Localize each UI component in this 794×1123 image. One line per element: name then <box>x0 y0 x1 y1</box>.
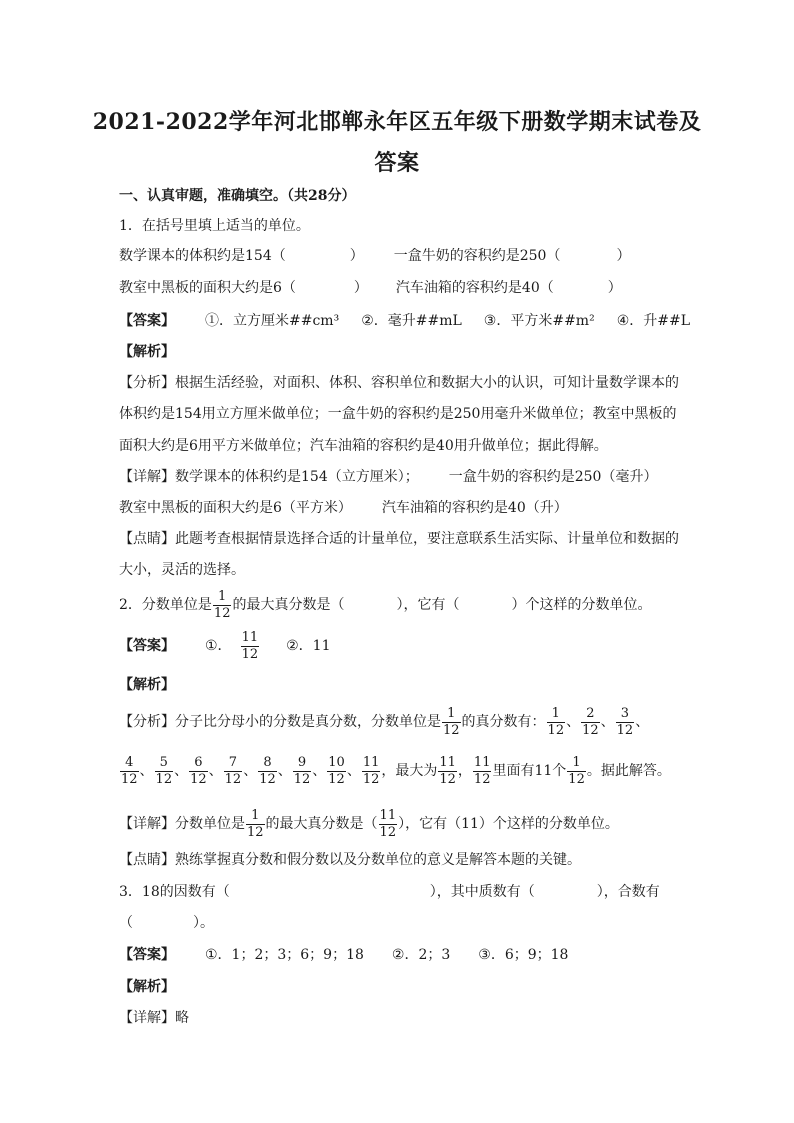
document-title-line1: 2021-2022学年河北邯郸永年区五年级下册数学期末试卷及 <box>92 109 702 135</box>
q1-detail-1: 【详解】数学课本的体积约是154（立方厘米）； <box>119 469 419 485</box>
separator: 、 <box>277 763 292 779</box>
q1-jiexi-label: 【解析】 <box>119 344 175 360</box>
separator: 、 <box>566 714 581 730</box>
q3-jiexi-label: 【解析】 <box>119 979 175 995</box>
q2-detail <box>119 805 619 843</box>
q2-stem <box>119 588 651 622</box>
q2-stem-text: 2．分数单位是 <box>119 597 212 613</box>
q2-detail-text: 【详解】分数单位是 <box>119 816 245 832</box>
separator: 、 <box>600 714 615 730</box>
q1-answer <box>119 311 690 331</box>
document-title-line2: 答案 <box>374 150 420 176</box>
q1-detail-line1 <box>119 467 657 487</box>
q1-blank3-prefix: 教室中黑板的面积大约是6（ <box>119 280 296 296</box>
q1-answer-4: ④．升##L <box>616 313 691 329</box>
q3-detail: 【详解】略 <box>119 1010 189 1026</box>
q3-stem-text: 3．18的因数有（ <box>119 884 230 900</box>
answer-label: 【答案】 <box>119 947 175 963</box>
q1-row2 <box>119 278 622 298</box>
fraction: $\frac{10}{12}$ <box>328 754 345 787</box>
q1-blank4-prefix: 汽车油箱的容积约是40（ <box>395 280 554 296</box>
q3-answer <box>119 945 568 965</box>
q1-detail-2: 一盒牛奶的容积约是250（毫升） <box>448 469 658 485</box>
q2-comment: 【点睛】熟练掌握真分数和假分数以及分数单位的意义是解答本题的关键。 <box>119 852 581 868</box>
q2-detail-text2: 的最大真分数是（ <box>265 816 378 832</box>
separator: 、 <box>174 763 189 779</box>
q1-analysis-line1: 【分析】根据生活经验，对面积、体积、容积单位和数据大小的认识，可知计量数学课本的 <box>119 375 679 391</box>
q1-blank1-close: ） <box>349 248 364 264</box>
comma: ， <box>457 763 472 779</box>
fraction: $\frac{9}{12}$ <box>293 754 311 787</box>
q2-analysis-line1 <box>119 703 649 741</box>
q2-stem-text3: ），它有（ <box>396 597 460 613</box>
q2-analysis-text2: 的真分数有： <box>461 714 546 730</box>
q2-analysis-text5: 。据此解答。 <box>586 763 671 779</box>
q2-answer-2: ②．11 <box>286 638 331 654</box>
separator: 、 <box>312 763 327 779</box>
fraction-11-12: $\frac{11}{12}$ <box>379 807 397 840</box>
q2-detail-text3: ），它有（11）个这样的分数单位。 <box>398 816 619 832</box>
q3-stem-line1 <box>119 882 660 902</box>
q2-analysis-text4: 里面有11个 <box>492 763 567 779</box>
fraction-1-12: $\frac{1}{12}$ <box>568 754 585 787</box>
separator: 、 <box>139 763 154 779</box>
q1-blank3-close: ） <box>353 280 368 296</box>
fraction: $\frac{11}{12}$ <box>362 754 380 787</box>
fraction: $\frac{5}{12}$ <box>155 754 173 787</box>
fraction-1-12: $\frac{1}{12}$ <box>247 807 264 840</box>
q3-stem-line2 <box>119 913 214 933</box>
q3-stem-text2: ），其中质数有（ <box>429 884 535 900</box>
fraction: $\frac{2}{12}$ <box>582 705 599 738</box>
q3-answer-2: ②．2；3 <box>391 947 451 963</box>
q2-answer-1: ①． <box>205 638 232 654</box>
q1-answer-3: ③．平方米##m² <box>483 313 595 329</box>
fraction: $\frac{1}{12}$ <box>547 705 565 738</box>
fraction-11-12: $\frac{11}{12}$ <box>439 754 456 787</box>
q1-analysis-line3: 面积大约是6用平方米做单位；汽车油箱的容积约是40用升做单位；据此得解。 <box>119 438 608 454</box>
q3-stem-text4: （ <box>119 915 133 931</box>
q1-detail-line2 <box>119 498 568 518</box>
fraction: $\frac{3}{12}$ <box>616 705 634 738</box>
separator: 、 <box>346 763 361 779</box>
q1-answer-1: ①．立方厘米##cm³ <box>205 313 340 329</box>
q2-answer <box>119 629 330 663</box>
q1-stem: 1．在括号里填上适当的单位。 <box>119 218 310 234</box>
fraction-11-12: $\frac{11}{12}$ <box>241 629 259 662</box>
q3-stem-text3: ），合数有 <box>596 884 660 900</box>
q2-jiexi-label: 【解析】 <box>119 677 175 693</box>
separator: 、 <box>243 763 258 779</box>
fraction-11-12: $\frac{11}{12}$ <box>473 754 491 787</box>
q1-blank2-close: ） <box>616 248 631 264</box>
q2-analysis-line2 <box>119 752 671 790</box>
separator: 、 <box>635 714 650 730</box>
q1-analysis-line2: 体积约是154用立方厘米做单位；一盒牛奶的容积约是250用毫升米做单位；教室中黑板的 <box>119 406 677 422</box>
answer-label: 【答案】 <box>119 638 175 654</box>
answer-label: 【答案】 <box>119 313 175 329</box>
q3-answer-3: ③．6；9；18 <box>478 947 569 963</box>
fraction-1-12: $\frac{1}{12}$ <box>443 705 460 738</box>
q3-answer-1: ①．1；2；3；6；9；18 <box>205 947 364 963</box>
q1-blank4-close: ） <box>607 280 622 296</box>
separator: 、 <box>208 763 223 779</box>
q1-blank2-prefix: 一盒牛奶的容积约是250（ <box>393 248 561 264</box>
q1-comment-line1: 【点睛】此题考查根据情景选择合适的计量单位，要注意联系生活实际、计量单位和数据的 <box>119 531 679 547</box>
q1-detail-4: 汽车油箱的容积约是40（升） <box>381 500 568 516</box>
q1-blank1-prefix: 数学课本的体积约是154（ <box>119 248 286 264</box>
fraction: $\frac{4}{12}$ <box>121 754 138 787</box>
fraction: $\frac{7}{12}$ <box>224 754 242 787</box>
q1-answer-2: ②．毫升##mL <box>361 313 462 329</box>
fraction: $\frac{6}{12}$ <box>190 754 207 787</box>
fraction-1-12: $\frac{1}{12}$ <box>213 588 231 621</box>
section-heading: 一、认真审题，准确填空。（共28分） <box>119 188 356 204</box>
q2-analysis-text3: ，最大为 <box>381 763 438 779</box>
q2-analysis-text: 【分析】分子比分母小的分数是真分数，分数单位是 <box>119 714 441 730</box>
q3-stem-text5: ）。 <box>193 915 214 931</box>
q1-comment-line2: 大小，灵活的选择。 <box>119 562 245 578</box>
q2-stem-text4: ）个这样的分数单位。 <box>511 597 652 613</box>
q1-row1 <box>119 246 630 266</box>
q2-stem-text2: 的最大真分数是（ <box>232 597 345 613</box>
q1-detail-3: 教室中黑板的面积大约是6（平方米） <box>119 500 352 516</box>
fraction: $\frac{8}{12}$ <box>259 754 276 787</box>
